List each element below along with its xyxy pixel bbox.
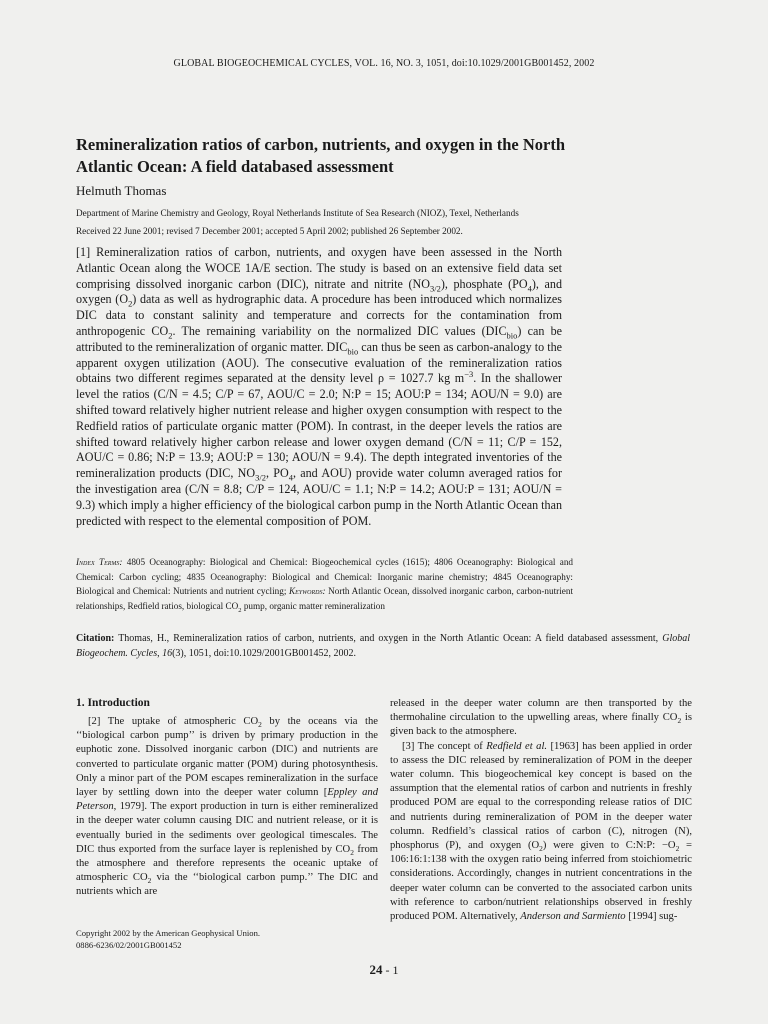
received-dates: Received 22 June 2001; revised 7 December 2001; accepted 5 April 2002; published 26 September 2002.: [76, 226, 463, 236]
page-number: 24 - 1: [369, 962, 399, 977]
journal-header: GLOBAL BIOGEOCHEMICAL CYCLES, VOL. 16, NO. 3, 1051, doi:10.1029/2001GB001452, 2002: [173, 58, 595, 69]
citation: Citation: Thomas, H., Remineralization ratios of carbon, nutrients, and oxygen in the North Atlantic Ocean: A field databased assessment, Global Biogeochem. Cycles, 16(3), 1051, doi:10.1029/2001GB001452, 2002.: [76, 633, 690, 659]
paragraph-3: [3] The concept of Redfield et al. [1963] has been applied in order to assess the DIC released by remineralization of POM in the deeper water column. This biogeochemical key concept is based on the assumption that the elemental ratios of carbon and nutrients in freshly produced POM are equal to the corresponding release ratios of DIC and nutrients during remineralization of POM in the deeper water column. Redfield’s classical ratios of carbon (C), nitrogen (N), phosphorus (P), and oxygen $(O_2)$ were given to C:N:P: $-O_2$ = 106:16:1:138 with the oxygen ratio being inferred from stoichiometric considerations. Accordingly, changes in nutrient concentrations in the deeper water column can be converted to the associated carbon units with reference to carbon/nutrient relationships observed in freshly produced POM. Alternatively, Anderson and Sarmiento [1994] sug-: [390, 740, 693, 923]
author: Helmuth Thomas: [76, 183, 167, 198]
left-column: [76, 696, 378, 900]
affiliation: Department of Marine Chemistry and Geology, Royal Netherlands Institute of Sea Research (NIOZ), Texel, Netherlands: [76, 208, 519, 218]
abstract: [1] Remineralization ratios of carbon, nutrients, and oxygen have been assessed in the North Atlantic Ocean along the WOCE 1A/E section. The study is based on an extensive field data set comprising dissolved inorganic carbon (DIC), nitrate and nitrite $(NO_{3/2})$, phosphate $(PO_4)$, and oxygen $(O_2)$ data as well as hydrographic data. A procedure has been introduced which normalizes DIC data to constant salinity and temperature and corrects for the contamination from anthropogenic $CO_2$. The remaining variability on the normalized DIC values $(DIC_{bio})$ can be attributed to the remineralization of organic matter. $DIC_{bio}$ can thus be seen as carbon-analogy to the apparent oxygen utilization (AOU). The consecutive evaluation of the remineralization ratios obtains two different regimes separated at the density level ρ = 1027.7 kg $m^{-3}$. In the shallower level the ratios (C/N = 4.5; C/P = 67, AOU/C = 2.0; N:P = 15; AOU:P = 134; AOU/N = 9.0) are shifted toward relatively higher nutrient release and higher oxygen consumption with respect to the Redfield ratios of particulate organic matter (POM). In contrast, in the deeper levels the ratios are shifted toward relatively higher carbon release and lower oxygen demand (C/N = 11; C/P = 152, AOU/C = 0.86; N:P = 13.9; AOU:P = 130; AOU/N = 9.4). The depth integrated inventories of the remineralization products (DIC, $NO_{3/2}$, $PO_4$, and AOU) provide water column averaged ratios for the investigation area (C/N = 8.8; C/P = 124, AOU/C = 1.1; N:P = 14.2; AOU:P = 131; AOU/N = 9.3) which imply a higher efficiency of the biological carbon pump in the North Atlantic Ocean than predicted with respect to the elemental composition of POM.: [76, 245, 563, 528]
section-heading: 1. Introduction: [76, 697, 150, 709]
para-marker: [1]: [76, 245, 91, 259]
right-column: [390, 697, 692, 924]
paper-title: Remineralization ratios of carbon, nutrients, and oxygen in the North Atlantic Ocean: A field databased assessment: [76, 135, 566, 176]
keywords-label: Keywords:: [288, 586, 326, 596]
index-terms-label: Index Terms:: [76, 557, 123, 567]
paragraph-2: [2] The uptake of atmospheric $CO_2$ by the oceans via the ‘‘biological carbon pump’’ is driven by primary production in the euphotic zone. Dissolved inorganic carbon (DIC) and nutrients are converted to particulate organic matter (POM) during photosynthesis. Only a minor part of the POM escapes remineralization in the surface layer by settling down into the deeper water column [Eppley and Peterson, 1979]. The export production in turn is either remineralized in the deeper water column causing DIC and nutrient release, or it is eventually buried in the sediments over geological timescales. The DIC thus exported from the surface layer is replenished by $CO_2$ from the atmosphere and therefore represents the oceanic uptake of atmospheric $CO_2$ via the ‘‘biological carbon pump.’’ The DIC and nutrients which are: [76, 716, 379, 898]
copyright: Copyright 2002 by the American Geophysical Union. 0886-6236/02/2001GB001452: [76, 928, 261, 950]
citation-label: Citation:: [76, 633, 115, 644]
paragraph-2-continued: released in the deeper water column are then transported by the thermohaline circulation to the upwelling areas, where finally $CO_2$ is given back to the atmosphere.: [390, 698, 692, 738]
index-terms: Index Terms: 4805 Oceanography: Biological and Chemical: Biogeochemical cycles (1615); 4806 Oceanography: Biological and Chemical: Carbon cycling; 4835 Oceanography: Biological and Chemical: Inorganic marine chemistry; 4845 Oceanography: Biological and Chemical: Nutrients and nutrient cycling; Keywords: North Atlantic Ocean, dissolved inorganic carbon, carbon-nutrient relationships, Redfield ratios, biological $CO_2$ pump, organic matter remineralization: [76, 557, 574, 614]
